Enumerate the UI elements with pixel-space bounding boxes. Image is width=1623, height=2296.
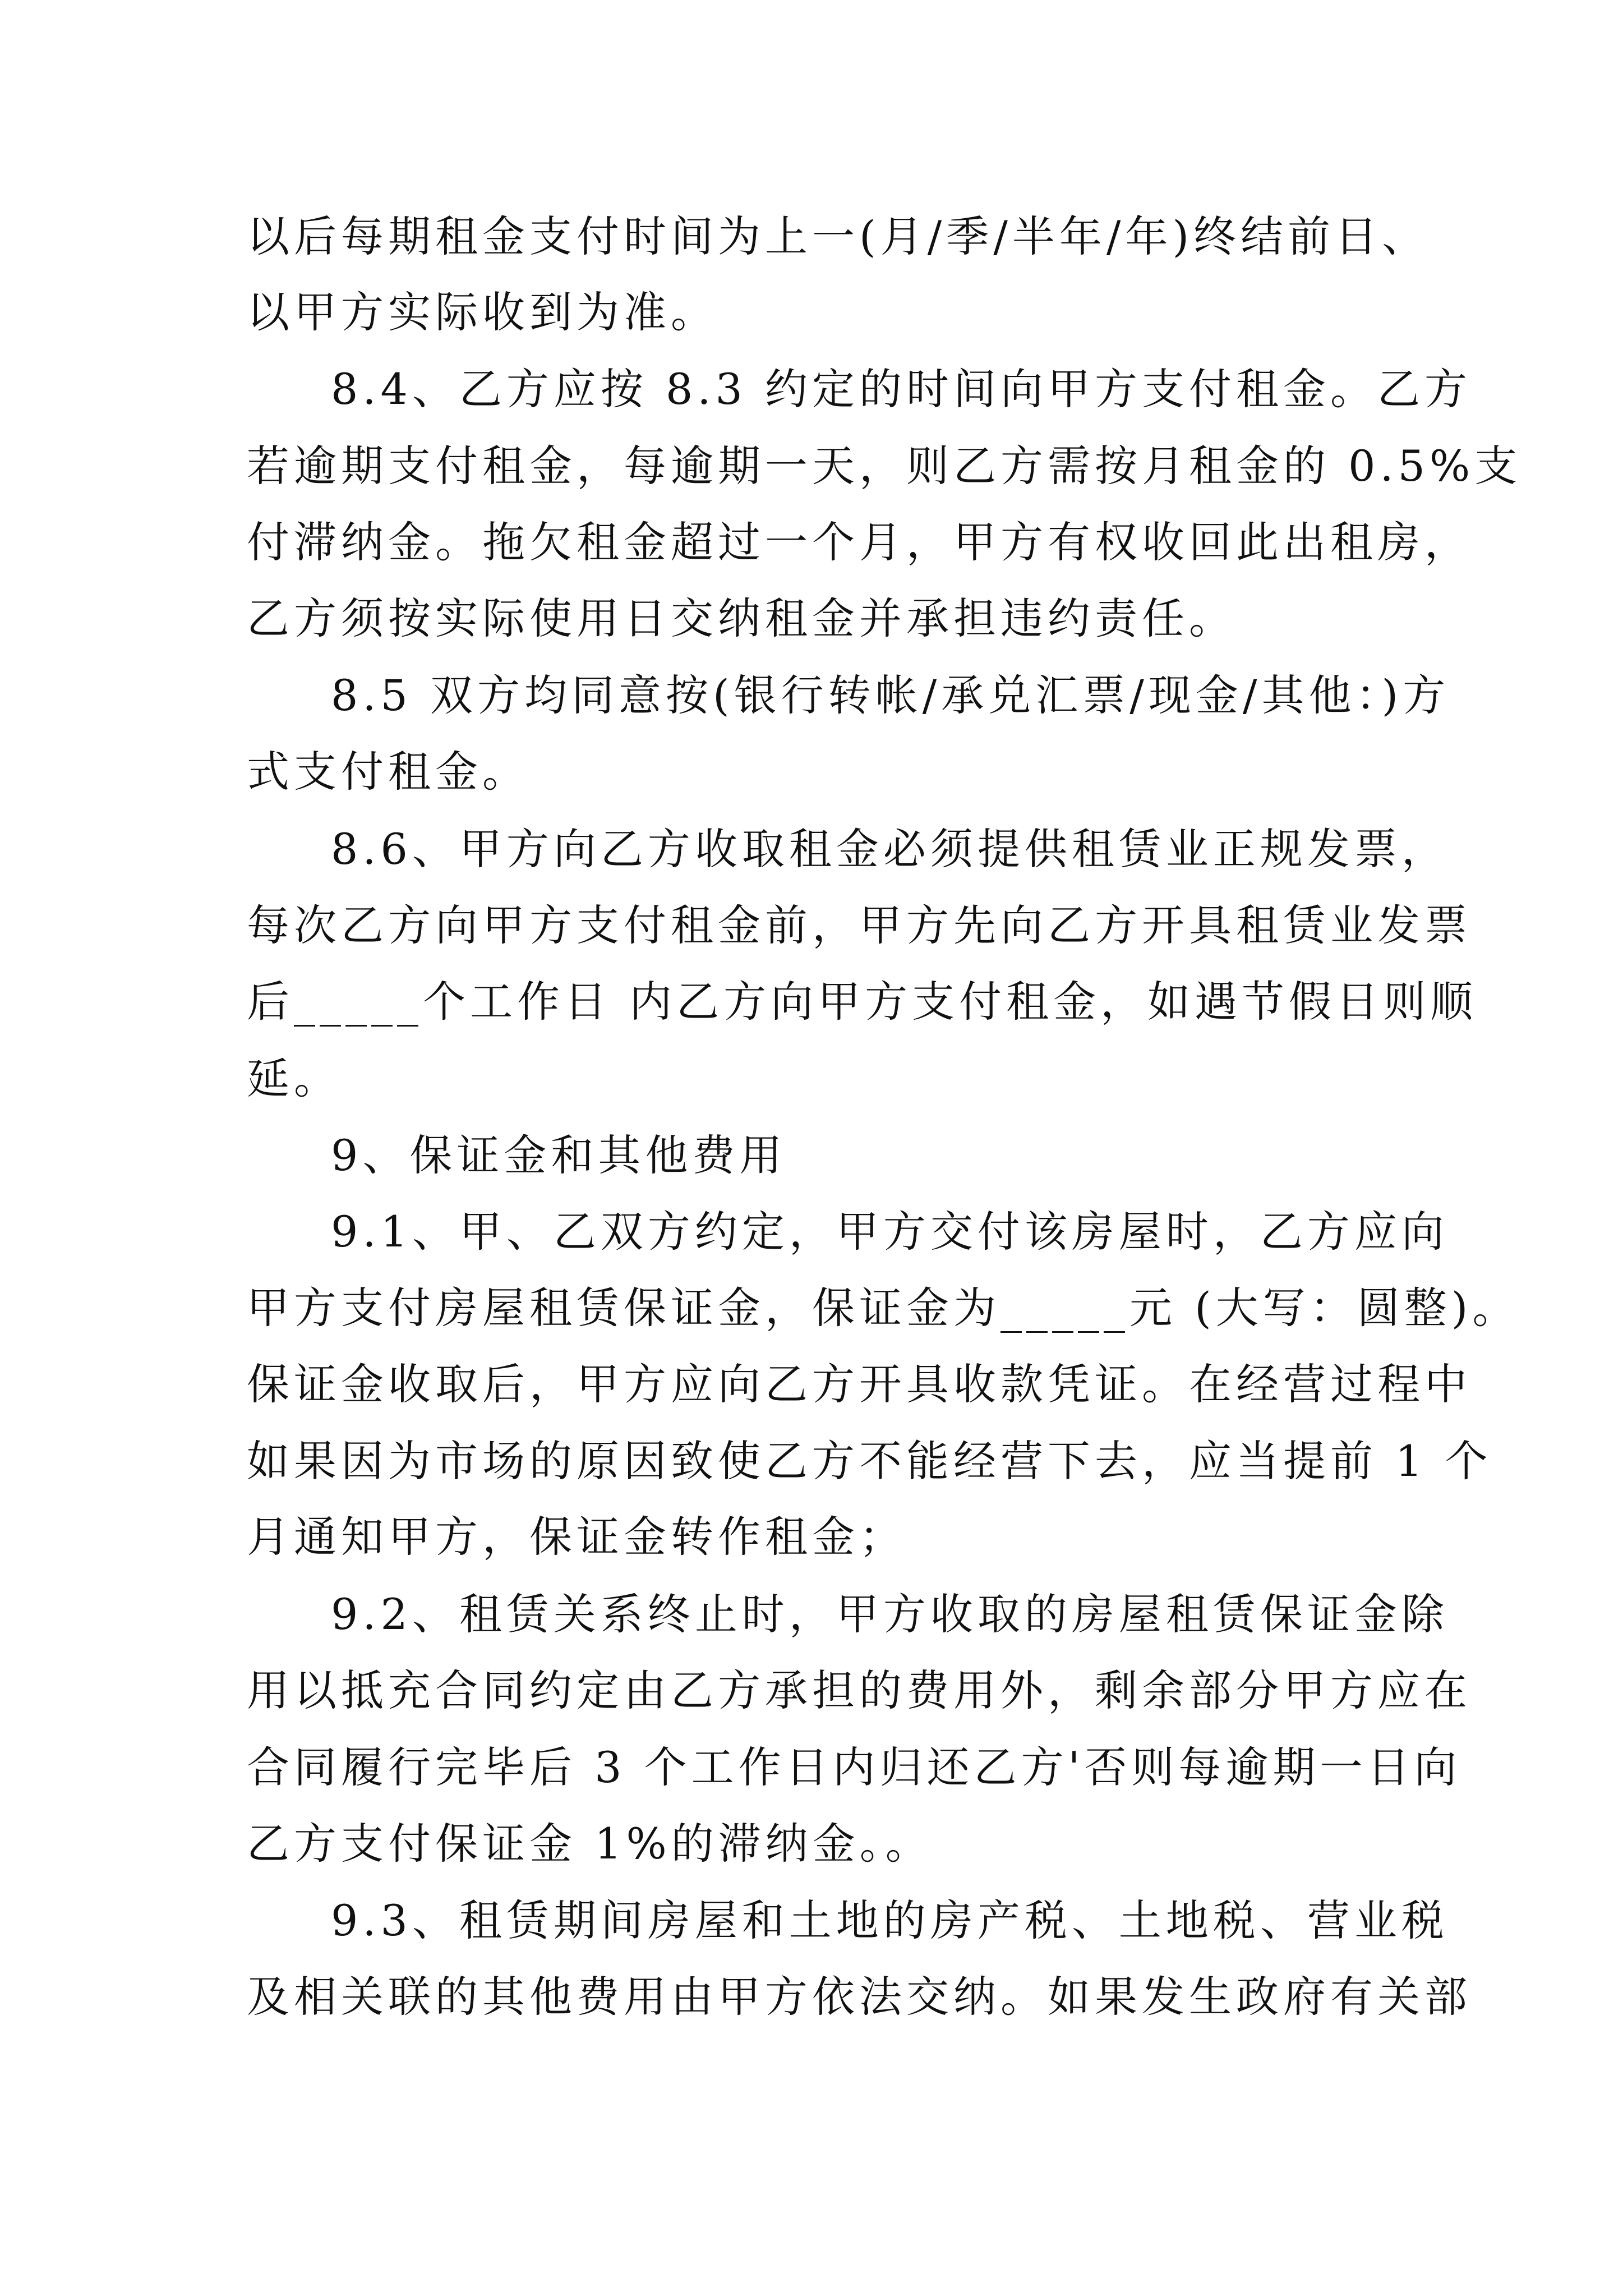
clause-9-1-line: 9.1、甲、乙双方约定，甲方交付该房屋时，乙方应向: [331, 1207, 1449, 1257]
text-line: 付滞纳金。拖欠租金超过一个月，甲方有权收回此出租房，: [247, 517, 1472, 567]
text-line: 合同履行完毕后 3 个工作日内归还乙方'否则每逾期一日向: [247, 1742, 1461, 1792]
text-line: 月通知甲方，保证金转作租金；: [247, 1512, 906, 1562]
text-line: 式支付租金。: [247, 747, 529, 797]
clause-9-3-line: 9.3、租赁期间房屋和土地的房产税、土地税、营业税: [331, 1895, 1449, 1945]
section-9-heading: 9、保证金和其他费用: [331, 1130, 787, 1180]
text-line: 延。: [247, 1053, 341, 1103]
text-line: 以后每期租金支付时间为上一(月/季/半年/年)终结前日、: [247, 211, 1430, 261]
clause-9-2-line: 9.2、租赁关系终止时，甲方收取的房屋租赁保证金除: [331, 1589, 1449, 1639]
text-line: 及相关联的其他费用由甲方依法交纳。如果发生政府有关部: [247, 1972, 1472, 2022]
text-line: 乙方支付保证金 1%的滞纳金。。: [247, 1819, 933, 1869]
text-line: 如果因为市场的原因致使乙方不能经营下去，应当提前 1 个: [247, 1436, 1492, 1486]
text-line: 用以抵充合同约定由乙方承担的费用外，剩余部分甲方应在: [247, 1665, 1472, 1715]
text-line: 保证金收取后，甲方应向乙方开具收款凭证。在经营过程中: [247, 1359, 1472, 1409]
text-line: 甲方支付房屋租赁保证金，保证金为_____元 (大写：圆整)。: [247, 1283, 1520, 1333]
clause-8-5-line: 8.5 双方均同意按(银行转帐/承兑汇票/现金/其他：)方: [331, 670, 1450, 720]
text-line: 若逾期支付租金，每逾期一天，则乙方需按月租金的 0.5%支: [247, 441, 1522, 491]
clause-8-4-line: 8.4、乙方应按 8.3 约定的时间向甲方支付租金。乙方: [331, 364, 1472, 414]
clause-8-6-line: 8.6、甲方向乙方收取租金必须提供租赁业正规发票，: [331, 824, 1449, 874]
text-line: 后_____个工作日 内乙方向甲方支付租金，如遇节假日则顺: [247, 977, 1478, 1027]
text-line: 以甲方实际收到为准。: [247, 287, 718, 337]
text-line: 乙方须按实际使用日交纳租金并承担违约责任。: [247, 593, 1236, 643]
text-line: 每次乙方向甲方支付租金前，甲方先向乙方开具租赁业发票: [247, 900, 1472, 950]
